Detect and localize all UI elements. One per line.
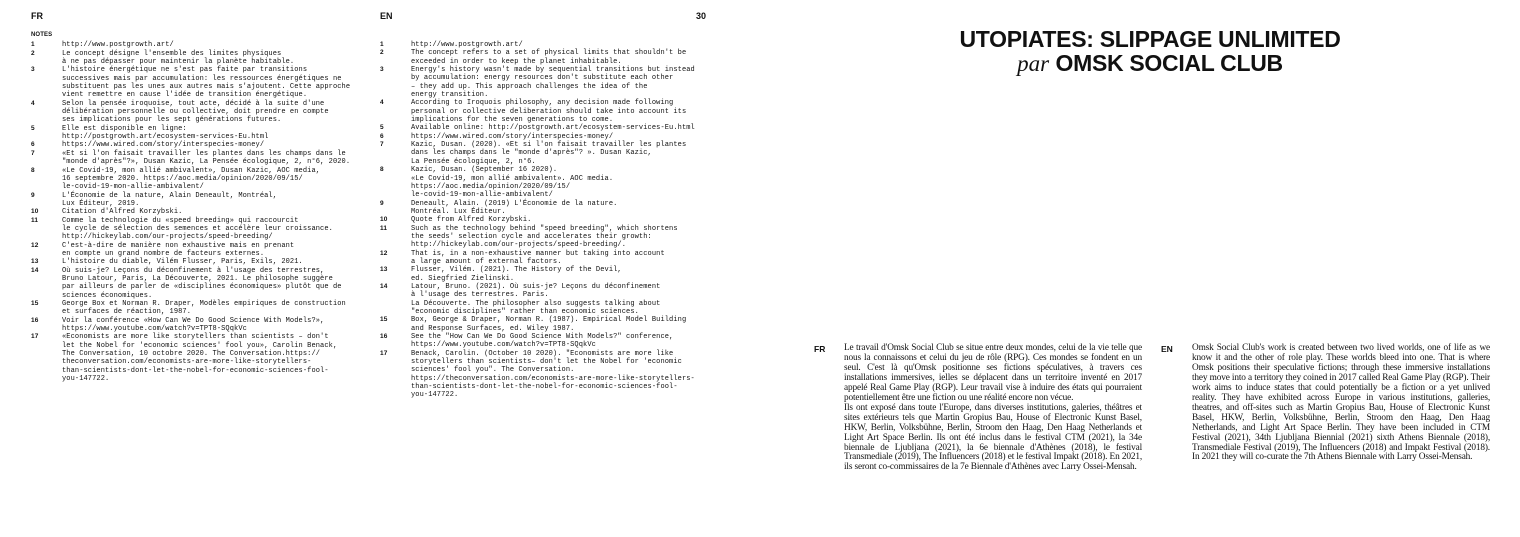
note-number: 14 [380,282,388,290]
note-number: 10 [31,208,39,216]
body-paragraph: Omsk Social Club's work is created between two lived worlds, one of life as we know it and the other of role play. These worlds bleed into one. That is where Omsk positions their speculative fictions; through these immersive installations they move into a territory they coined in 2017 called Real Game Play (RGP). Their work aims to induce states that could potentially be a fiction or a yet unlived reality. They have exhibited across Europe in various institutions, galleries, theatres, and off-sites such as Martin Gropius Bau, House of Electronic Kunst Basel, HKW, Berlin, Volksbühne, Berlin, Stroom den Haag, Den Haag Netherlands, and Light Art Space Berlin. They have been included in CTM Festival (2021), 34th Ljubljana Biennial (2021) sixth Athens Biennale (2018), Transmediale Festival (2019), The Influencers (2018) and Impakt Festival (2018). In 2021 they will co-curate the 7th Athens Biennale with Larry Ossei-Mensah. [1192,343,1490,463]
note-item [380,49,720,66]
note-item [31,192,371,209]
note-number: 6 [31,141,35,149]
fr-notes-column [31,31,371,383]
fr-header-label: FR [31,11,43,21]
en-notes-list [380,41,720,400]
notes-label: NOTES [31,32,53,38]
note-number: 9 [380,199,384,207]
note-item [31,66,371,99]
note-item [380,225,720,250]
note-item [31,150,371,167]
note-item [380,333,720,350]
note-text: Benack, Carolin. (October 10 2020). "Economists are more like storytellers than scientists– don't let the Nobel for 'economic sciences' fool you". The Conversation. https://theconversation.com/economists-are-more-like-storytellers- than-scientists-dont-let-the-nobel-for-economic-sciences-fool- you-147722. [411,349,695,400]
note-number: 16 [31,316,39,324]
note-number: 12 [31,241,39,249]
note-number: 15 [31,300,39,307]
fr-body-label: FR [814,344,826,354]
note-item [31,167,371,192]
note-text: The concept refers to a set of physical limits that shouldn't be exceeded in order to keep the planet inhabitable. [411,49,687,66]
note-number: 5 [31,124,35,132]
note-item [380,200,720,217]
note-number: 13 [380,266,388,274]
note-number: 15 [380,316,388,324]
note-number: 13 [31,258,39,266]
note-number: 17 [31,333,39,341]
note-number: 3 [31,66,35,74]
fr-notes-list [31,41,371,383]
en-header-label: EN [380,11,393,21]
note-text: Flusser, Vilém. (2021). The History of the Devil, ed. Siegfried Zielinski. [411,266,622,283]
note-item [380,266,720,283]
note-text: George Box et Norman R. Draper, Modèles empiriques de construction et surfaces de réaction, 1987. [62,300,346,317]
note-item [31,217,371,242]
note-text: Available online: http://postgrowth.art/ecosystem-services-Eu.html [411,124,695,133]
note-text: Box, George & Draper, Norman R. (1987). Empirical Model Building and Response Surfaces, ed. Wiley 1987. [411,316,687,333]
note-number: 4 [380,99,384,107]
note-item [31,258,371,266]
article-page [760,0,1520,537]
note-text: Où suis-je? Leçons du déconfinement à l'usage des terrestres, Bruno Latour, Paris, La Découverte, 2021. Le philosophe suggère par ailleurs de parler de «disciplines économiques» plutôt que de sciences économiques. [62,266,342,300]
note-number: 7 [380,141,384,149]
note-item [31,208,371,216]
note-item [31,333,371,383]
note-item [380,166,720,199]
title-block [910,27,1390,76]
note-text: C'est-à-dire de manière non exhaustive mais en prenant en compte un grand nombre de facteurs externes. [62,241,295,258]
note-number: 3 [380,66,384,74]
note-text: Deneault, Alain. (2019) L'Économie de la nature. Montréal. Lux Éditeur. [411,199,618,216]
note-text: https://www.wired.com/story/interspecies-money/ [411,132,614,141]
note-text: «Economists are more like storytellers than scientists – don't let the Nobel for 'economic sciences' fool you», Carolin Benack, The Conversation, 10 octobre 2020. The Conversation.https:// theconversation.com/economists-are-more-like-storytellers- than-scientists-dont-let-the-nobel-for-economic-sciences-fool- you-147722. [62,333,338,384]
byline-author: OMSK SOCIAL CLUB [1055,50,1283,76]
note-item [380,66,720,99]
note-text: Kazic, Dusan. (2020). «Et si l'on faisait travailler les plantes dans les champs dans le "monde d'après"? ». Dusan Kazic, La Pensée écologique, 2, n°6. [411,141,687,166]
note-item [31,267,371,300]
note-item [380,250,720,267]
note-text: That is, in a non-exhaustive manner but taking into account a large amount of external factors. [411,249,665,266]
en-notes-column [380,41,720,400]
note-item [31,317,371,334]
note-text: Elle est disponible en ligne: http://postgrowth.art/ecosystem-services-Eu.html [62,124,269,142]
note-text: L'histoire du diable, Vilém Flusser, Paris, Exils, 2021. [62,258,303,267]
note-text: Voir la conférence «How Can We Do Good Science With Models?», https://www.youtube.com/watch?v=TPT8-SQqkVc [62,316,325,334]
note-text: http://www.postgrowth.art/ [62,41,174,50]
note-item [380,350,720,400]
note-number: 10 [380,216,388,224]
note-text: Le concept désigne l'ensemble des limites physiques à ne pas dépasser pour maintenir la planète habitable. [62,49,295,67]
note-number: 16 [380,333,388,341]
note-item [31,300,371,317]
note-number: 8 [380,166,384,174]
fr-body-text [844,344,1142,473]
note-number: 5 [380,124,384,132]
note-text: «Le Covid-19, mon allié ambivalent», Dusan Kazic, AOC media, 16 septembre 2020. https://aoc.media/opinion/2020/09/15/ le-covid-19-mon-allie-ambivalent/ [62,166,321,192]
note-text: Selon la pensée iroquoise, tout acte, décidé à la suite d'une délibération personnelle ou collective, doit prendre en compte ses implications pour les sept générations futures. [62,99,329,125]
note-number: 11 [31,216,39,224]
note-item [31,141,371,149]
note-text: https://www.wired.com/story/interspecies-money/ [62,141,265,150]
note-item [380,99,720,124]
note-number: 6 [380,132,384,140]
note-item [31,50,371,67]
article-byline [910,51,1390,76]
note-number: 2 [31,49,35,57]
note-text: Latour, Bruno. (2021). Où suis-je? Leçons du déconfinement à l'usage des terrestres. Paris. La Découverte. The philosopher also suggests talking about "economic disciplines" rather than economic sciences. [411,282,661,316]
note-text: Such as the technology behind "speed breeding", which shortens the seeds' selection cycle and accelerates their growth: http://hickeylab.com/our-projects/speed-breeding/. [411,224,678,250]
note-text: According to Iroquois philosophy, any decision made following personal or collective deliberation should take into account its implications for the seven generations to come. [411,99,687,125]
byline-par: par [1017,51,1050,76]
note-item [380,133,720,141]
note-number: 1 [380,41,384,48]
note-item [380,283,720,316]
note-text: L'Économie de la nature, Alain Deneault, Montréal, Lux Éditeur, 2019. [62,191,278,208]
note-number: 2 [380,49,384,57]
note-number: 11 [380,224,388,232]
note-text: Citation d'Alfred Korzybski. [62,208,183,217]
note-item [380,216,720,224]
note-item [31,100,371,125]
en-body-text [1192,344,1490,463]
note-number: 7 [31,149,35,157]
note-number: 14 [31,266,39,274]
note-item [31,242,371,259]
note-number: 12 [380,249,388,257]
note-item [380,141,720,166]
note-text: Comme la technologie du «speed breeding» qui raccourcit le cycle de sélection des semences et accélère leur croissance. http://hickeylab.com/our-projects/speed-breeding/ [62,216,333,242]
note-number: 17 [380,349,388,357]
note-number: 4 [31,99,35,107]
body-paragraph: Le travail d'Omsk Social Club se situe entre deux mondes, celui de la vie telle que nous la connaissons et celui du jeu de rôle (RPG). Ces mondes se fondent en un seul. C'est là qu'Omsk positionne ses fictions spéculatives, à travers ces installations immersives, ielles se déplacent dans un territoire inventé en 2017 appelé Real Game Play (RGP). Leur travail vise à induire des états qui pourraient potentiellement être une fiction ou une réalité encore non vécue. [844,343,1142,403]
note-text: Quote from Alfred Korzybski. [411,216,532,225]
note-number: 1 [31,41,35,49]
note-item [31,41,371,49]
note-item [380,316,720,333]
note-text: «Et si l'on faisait travailler les plantes dans les champs dans le "monde d'après"?», Dusan Kazic, La Pensée écologique, 2, n°6, 2020. [62,149,351,167]
page-number: 30 [696,11,707,21]
note-text: L'histoire énergétique ne s'est pas faite par transitions successives mais par accumulation: les ressources énergétiques ne substituent pas les unes aux autres mais s'ajoutent. Cette approche vient remettre en cause l'idée de transition énergétique. [62,66,351,100]
article-title: UTOPIATES: SLIPPAGE UNLIMITED [959,26,1341,52]
note-item [380,124,720,132]
body-paragraph: Ils ont exposé dans toute l'Europe, dans diverses institutions, galeries, théâtres et sites extérieurs tels que Martin Gropius Bau, House of Electronic Kunst Basel, HKW, Berlin, Volksbühne, Berlin, Stroom den Haag, Den Haag Netherlands et Light Art Space Berlin. Ils ont été inclus dans le festival CTM (2021), la 34e biennale de Ljubljana (2021), la 6e biennale d'Athènes (2018), le festival Transmediale (2019), The Influencers (2018) et le festival Impakt (2018). En 2021, ils seront co-commissaires de la 7e Biennale d'Athènes avec Larry Ossei-Mensah. [844,402,1142,473]
note-item [380,41,720,49]
note-number: 8 [31,166,35,174]
note-item [31,125,371,142]
note-text: See the "How Can We Do Good Science With Models?" conference, https://www.youtube.com/watch?v=TPT8-SQqkVc [411,333,674,350]
note-text: Kazic, Dusan. (September 16 2020). «Le Covid-19, mon allié ambivalent». AOC media. https://aoc.media/opinion/2020/09/15/ le-covid-19-mon-allie-ambivalent/ [411,166,614,200]
note-number: 9 [31,191,35,199]
en-body-label: EN [1161,344,1173,354]
note-text: http://www.postgrowth.art/ [411,41,523,49]
note-text: Energy's history wasn't made by sequential transitions but instead by accumulation: energy resources don't substitute each other – they add up. This approach challenges the idea of the energy transition. [411,66,695,100]
